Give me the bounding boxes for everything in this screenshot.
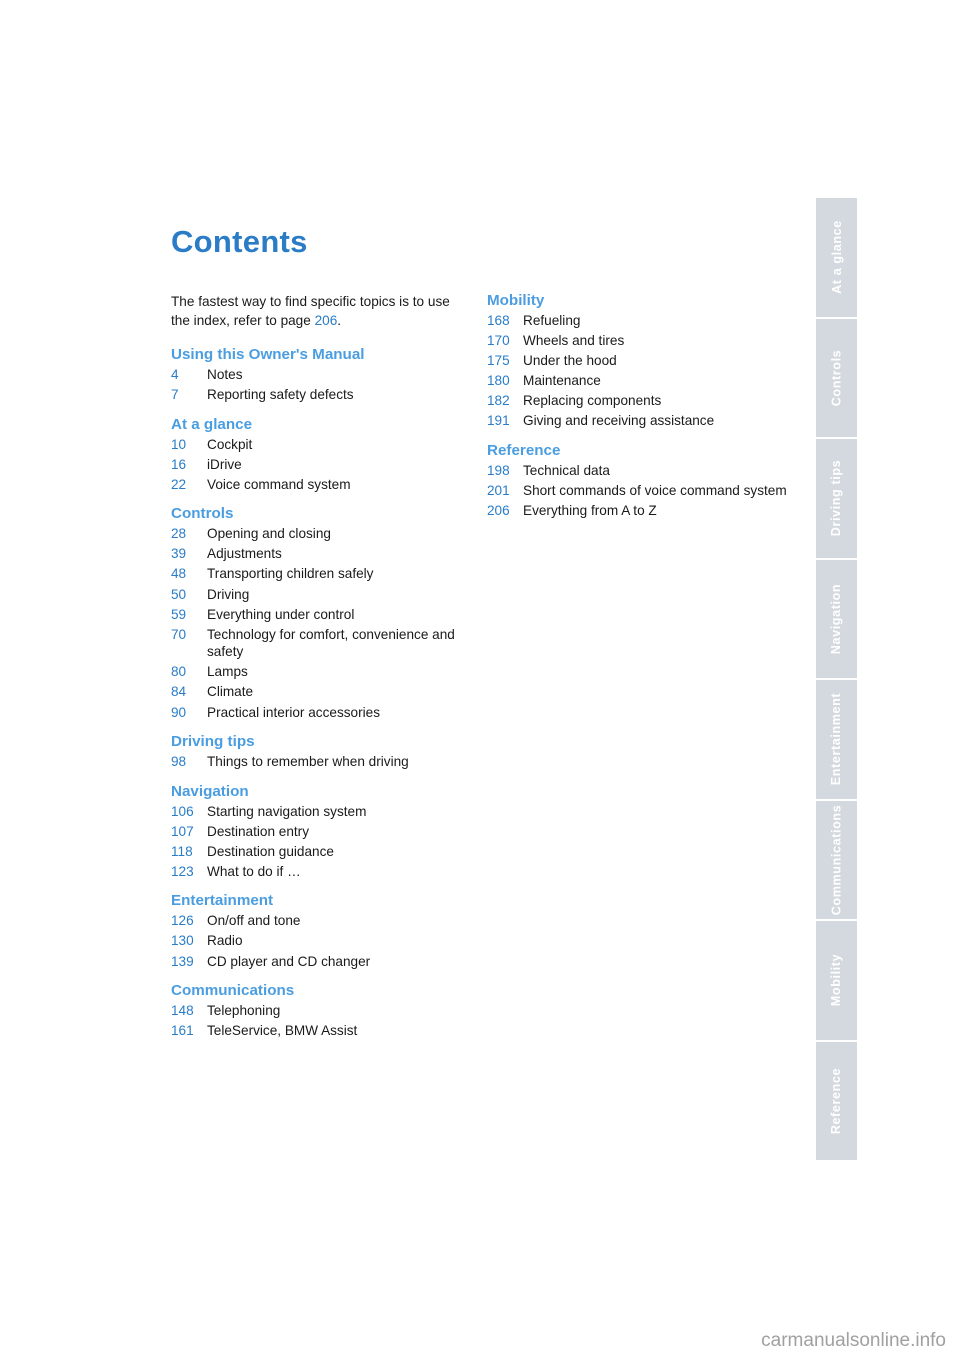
toc-entry-label: Opening and closing bbox=[207, 526, 331, 542]
toc-entry[interactable] bbox=[487, 352, 787, 370]
toc-page-number[interactable]: 10 bbox=[171, 436, 187, 452]
toc-entry[interactable] bbox=[487, 482, 787, 500]
toc-entry[interactable] bbox=[487, 412, 787, 430]
side-tab-driving-tips[interactable] bbox=[816, 439, 857, 560]
section-heading[interactable]: Controls bbox=[171, 505, 234, 523]
toc-entry-label: Destination entry bbox=[207, 823, 310, 839]
toc-page-number[interactable]: 161 bbox=[171, 1023, 194, 1039]
toc-page-number[interactable]: 206 bbox=[487, 503, 510, 519]
section-heading[interactable]: Communications bbox=[171, 982, 295, 999]
toc-entry-label: Maintenance bbox=[523, 373, 601, 389]
toc-entry-label: Under the hood bbox=[523, 353, 617, 369]
toc-column-right bbox=[487, 291, 787, 531]
toc-entry-label: On/off and tone bbox=[207, 913, 301, 929]
section-heading[interactable]: Entertainment bbox=[171, 892, 274, 910]
side-tab-navigation[interactable] bbox=[816, 560, 857, 681]
side-tab-communications[interactable] bbox=[816, 801, 857, 922]
toc-entry[interactable] bbox=[171, 386, 471, 404]
side-tab-label: Controls bbox=[829, 349, 844, 407]
toc-entry-label: Lamps bbox=[207, 664, 248, 680]
toc-page-number[interactable]: 191 bbox=[487, 413, 510, 429]
toc-entry[interactable] bbox=[171, 366, 471, 384]
toc-section-communications bbox=[171, 981, 471, 1040]
toc-page-number[interactable]: 130 bbox=[171, 933, 194, 949]
toc-entry-label: Telephoning bbox=[207, 1003, 281, 1018]
toc-page-number[interactable]: 28 bbox=[171, 526, 187, 542]
side-tab-label: Navigation bbox=[829, 583, 844, 654]
toc-entry-label: Everything under control bbox=[207, 606, 355, 622]
toc-page-number[interactable]: 84 bbox=[171, 684, 187, 700]
toc-page-number[interactable]: 148 bbox=[171, 1003, 194, 1018]
toc-entry[interactable] bbox=[487, 392, 787, 410]
toc-entry-label: Technology for comfort, convenience and safety bbox=[207, 626, 455, 660]
toc-page-number[interactable]: 22 bbox=[171, 476, 187, 492]
toc-entry[interactable] bbox=[171, 932, 471, 950]
side-tab-at-a-glance[interactable] bbox=[816, 198, 857, 319]
toc-entry-label: Things to remember when driving bbox=[207, 754, 409, 770]
toc-entry-label: CD player and CD changer bbox=[207, 953, 371, 969]
toc-entry-label: Destination guidance bbox=[207, 843, 334, 859]
toc-page-number[interactable]: 80 bbox=[171, 664, 187, 680]
toc-entry[interactable] bbox=[171, 863, 471, 881]
intro-text: The fastest way to find specific topics is to use the index, refer to page bbox=[171, 294, 450, 328]
section-heading[interactable]: At a glance bbox=[171, 415, 253, 433]
section-heading[interactable]: Mobility bbox=[487, 292, 545, 309]
side-tab-mobility[interactable] bbox=[816, 921, 857, 1042]
toc-entry[interactable] bbox=[171, 456, 471, 474]
toc-entry-label: Driving bbox=[207, 586, 250, 602]
toc-page-number[interactable]: 201 bbox=[487, 483, 510, 499]
toc-section-driving-tips bbox=[171, 732, 471, 771]
toc-entry[interactable] bbox=[171, 1002, 471, 1020]
toc-entry-label: Replacing components bbox=[523, 393, 662, 409]
toc-section-mobility bbox=[487, 291, 787, 430]
toc-entry[interactable] bbox=[171, 525, 471, 543]
toc-entry-label: Wheels and tires bbox=[523, 333, 625, 349]
toc-entry[interactable] bbox=[487, 502, 787, 520]
intro-end: . bbox=[337, 313, 342, 328]
page-title: Contents bbox=[171, 224, 308, 259]
toc-section-navigation bbox=[171, 782, 471, 881]
toc-page-number[interactable]: 175 bbox=[487, 353, 510, 369]
toc-entry-label: iDrive bbox=[207, 456, 242, 472]
toc-page-number[interactable]: 90 bbox=[171, 704, 187, 720]
toc-page-number[interactable]: 180 bbox=[487, 373, 510, 389]
toc-entry[interactable] bbox=[171, 606, 471, 624]
toc-page-number[interactable]: 118 bbox=[171, 843, 193, 859]
toc-entry-label: Voice command system bbox=[207, 476, 351, 492]
toc-page-number[interactable]: 106 bbox=[171, 803, 194, 819]
side-tab-label: Driving tips bbox=[829, 460, 844, 537]
toc-entry[interactable] bbox=[171, 753, 471, 771]
side-tab-controls[interactable] bbox=[816, 319, 857, 440]
toc-page-number[interactable]: 7 bbox=[171, 387, 179, 403]
side-tab-label: Reference bbox=[829, 1067, 844, 1134]
toc-entry[interactable] bbox=[171, 683, 471, 701]
section-heading[interactable]: Driving tips bbox=[171, 733, 255, 751]
toc-page-number[interactable]: 107 bbox=[171, 823, 194, 839]
toc-entry-label: Transporting children safely bbox=[207, 566, 374, 582]
side-tab-bar bbox=[816, 198, 857, 1160]
toc-page-number[interactable]: 59 bbox=[171, 606, 187, 622]
toc-section-using-this-owner-s-manual bbox=[171, 345, 471, 404]
toc-page-number[interactable]: 126 bbox=[171, 913, 194, 929]
toc-entry[interactable] bbox=[171, 704, 471, 722]
toc-entry[interactable] bbox=[171, 953, 471, 971]
toc-page-number[interactable]: 182 bbox=[487, 393, 510, 409]
toc-page-number[interactable]: 123 bbox=[171, 863, 194, 879]
toc-page-number[interactable]: 4 bbox=[171, 367, 179, 382]
toc-page-number[interactable]: 139 bbox=[171, 953, 194, 969]
side-tab-label: Entertainment bbox=[829, 693, 844, 786]
side-tab-label: Communications bbox=[829, 804, 844, 916]
toc-entry-label: Cockpit bbox=[207, 436, 253, 452]
toc-section-entertainment bbox=[171, 891, 471, 970]
toc-entry-label: Everything from A to Z bbox=[523, 503, 657, 519]
toc-page-number[interactable]: 170 bbox=[487, 333, 510, 349]
toc-entry-label: Refueling bbox=[523, 313, 581, 328]
toc-entry[interactable] bbox=[171, 1022, 471, 1040]
section-heading[interactable]: Using this Owner's Manual bbox=[171, 346, 365, 363]
toc-entry[interactable] bbox=[171, 803, 471, 821]
toc-entry[interactable] bbox=[171, 626, 471, 661]
toc-page-number[interactable]: 98 bbox=[171, 754, 187, 770]
toc-entry[interactable] bbox=[171, 663, 471, 681]
toc-entry[interactable] bbox=[171, 565, 471, 583]
toc-page-number[interactable]: 168 bbox=[487, 313, 510, 328]
toc-page-number[interactable]: 16 bbox=[171, 456, 187, 472]
toc-entry-label: Giving and receiving assistance bbox=[523, 413, 715, 429]
toc-entry-label: TeleService, BMW Assist bbox=[207, 1023, 358, 1039]
toc-entry[interactable] bbox=[487, 372, 787, 390]
toc-entry-label: What to do if … bbox=[207, 863, 301, 879]
toc-entry[interactable] bbox=[487, 312, 787, 330]
toc-section-at-a-glance bbox=[171, 415, 471, 494]
toc-page-number[interactable]: 70 bbox=[171, 626, 187, 642]
toc-entry[interactable] bbox=[171, 476, 471, 494]
toc-section-controls bbox=[171, 504, 471, 721]
toc-entry-label: Practical interior accessories bbox=[207, 704, 381, 720]
toc-entry-label: Climate bbox=[207, 684, 254, 700]
toc-entry-label: Radio bbox=[207, 933, 243, 949]
toc-entry-label: Notes bbox=[207, 367, 243, 382]
intro-page-link[interactable]: 206 bbox=[314, 313, 338, 328]
toc-entry-label: Starting navigation system bbox=[207, 803, 367, 819]
toc-entry[interactable] bbox=[171, 436, 471, 454]
toc-entry-label: Short commands of voice command system bbox=[523, 483, 787, 499]
toc-entry[interactable] bbox=[171, 912, 471, 930]
toc-entry[interactable] bbox=[487, 462, 787, 480]
toc-page-number[interactable]: 48 bbox=[171, 566, 187, 582]
toc-entry[interactable] bbox=[171, 843, 471, 861]
watermark: carmanualsonline.info bbox=[761, 1330, 946, 1351]
side-tab-label: At a glance bbox=[829, 220, 844, 295]
toc-entry[interactable] bbox=[171, 823, 471, 841]
toc-section-reference bbox=[487, 441, 787, 520]
toc-page-number[interactable]: 39 bbox=[171, 546, 187, 562]
toc-column-left bbox=[171, 345, 471, 1051]
section-heading[interactable]: Reference bbox=[487, 441, 561, 459]
toc-entry[interactable] bbox=[487, 332, 787, 350]
toc-entry-label: Reporting safety defects bbox=[207, 387, 354, 403]
toc-entry[interactable] bbox=[171, 586, 471, 604]
side-tab-reference[interactable] bbox=[816, 1042, 857, 1161]
toc-entry-label: Technical data bbox=[523, 462, 610, 478]
side-tab-entertainment[interactable] bbox=[816, 680, 857, 801]
toc-entry-label: Adjustments bbox=[207, 546, 282, 562]
intro-paragraph bbox=[171, 292, 471, 330]
section-heading[interactable]: Navigation bbox=[171, 782, 249, 800]
side-tab-label: Mobility bbox=[829, 954, 844, 1007]
toc-page-number[interactable]: 50 bbox=[171, 586, 187, 602]
toc-entry[interactable] bbox=[171, 545, 471, 563]
toc-page-number[interactable]: 198 bbox=[487, 462, 510, 478]
